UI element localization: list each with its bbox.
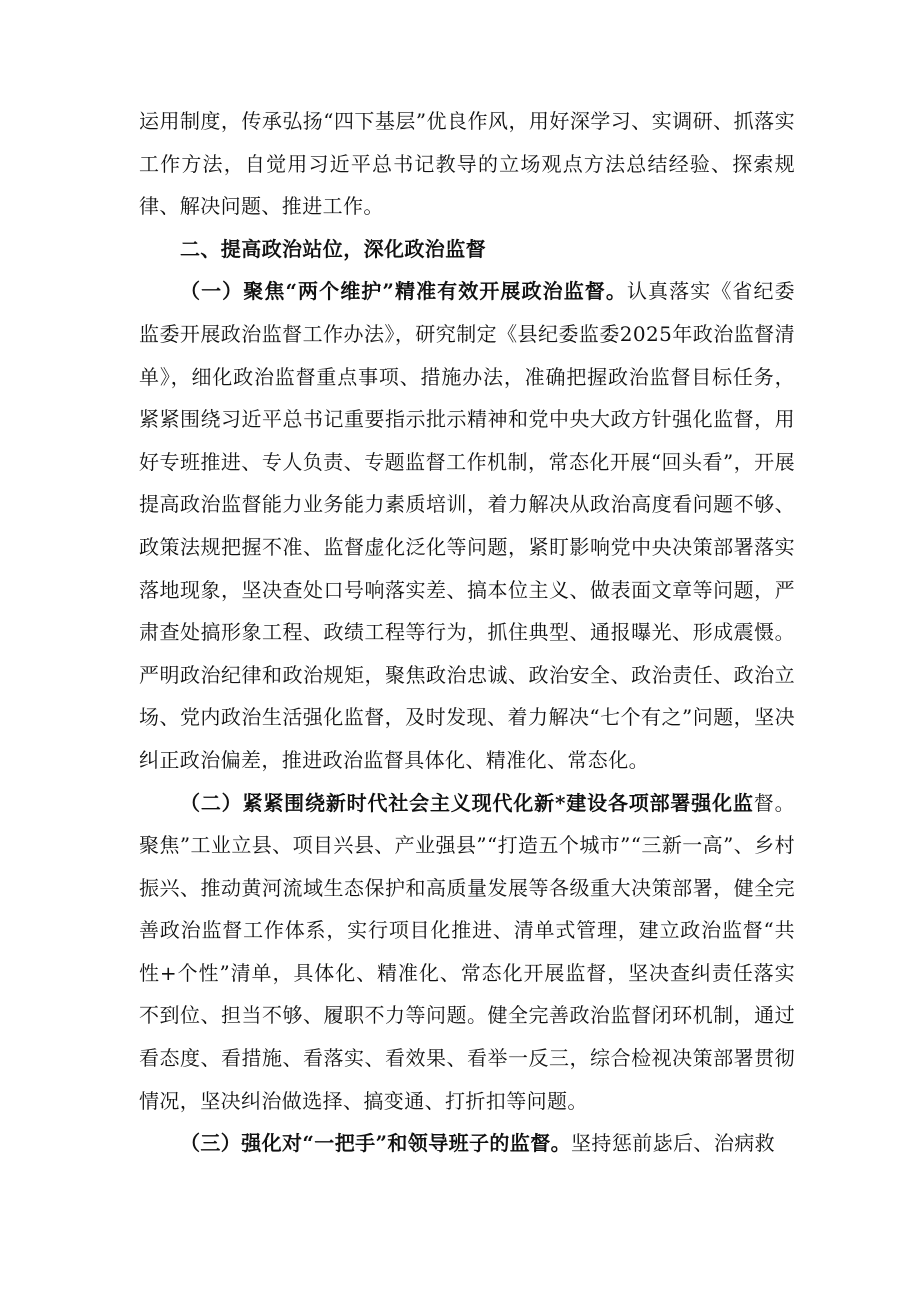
section-heading xyxy=(139,228,795,271)
paragraph-political-supervision xyxy=(139,270,795,781)
paragraph-text: 督。聚焦”工业立县、项目兴县、产业强县”“打造五个城市”“三新一高”、乡村振兴、推动黄河流域生态保护和高质量发展等各级重大决策部署，健全完善政治监督工作体系，实行项目化推进、清单式管理，建立政治监督“共性+个性”清单，具体化、精准化、常态化开展监督，坚决查纠责任落实不到位、担当不够、履职不力等问题。健全完善政治监督闭环机制，通过看态度、看措施、看落实、看效果、看举一反三，综合检视决策部署贯彻情况，坚决纠治做选择、搞变通、打折扣等问题。 xyxy=(139,790,795,1113)
paragraph-deployment-supervision xyxy=(139,782,795,1123)
section-heading-text: 二、提高政治站位，深化政治监督 xyxy=(180,236,486,261)
paragraph-lead: （二）紧紧围绕新时代社会主义现代化新*建设各项部署强化监 xyxy=(180,790,754,815)
paragraph-text: 认真落实《省纪委监委开展政治监督工作办法》，研究制定《县纪委监委2025年政治监督清单》，细化政治监督重点事项、措施办法，准确把握政治监督目标任务，紧紧围绕习近平总书记重要指示批示精神和党中央大政方针强化监督，用好专班推进、专人负责、专题监督工作机制，常态化开展“回头看”，开展提高政治监督能力业务能力素质培训，着力解决从政治高度看问题不够、政策法规把握不准、监督虚化泛化等问题，紧盯影响党中央决策部署落实落地现象，坚决查处口号响落实差、搞本位主义、做表面文章等问题，严肃查处搞形象工程、政绩工程等行为，抓住典型、通报曝光、形成震慑。严明政治纪律和政治规矩，聚焦政治忠诚、政治安全、政治责任、政治立场、党内政治生活强化监督，及时发现、着力解决“七个有之”问题，坚决纠正政治偏差，推进政治监督具体化、精准化、常态化。 xyxy=(139,279,795,772)
paragraph-leader-supervision xyxy=(139,1122,795,1165)
paragraph-continued xyxy=(139,100,795,228)
paragraph-text: 坚持惩前毖后、治病救 xyxy=(571,1131,776,1156)
paragraph-text: 运用制度，传承弘扬“四下基层”优良作风，用好深学习、实调研、抓落实工作方法，自觉用习近平总书记教导的立场观点方法总结经验、探索规律、解决问题、推进工作。 xyxy=(139,109,795,219)
document-body xyxy=(139,100,795,1165)
paragraph-lead: （一）聚焦“两个维护”精准有效开展政治监督。 xyxy=(180,279,627,304)
paragraph-lead: （三）强化对“一把手”和领导班子的监督。 xyxy=(180,1131,572,1156)
